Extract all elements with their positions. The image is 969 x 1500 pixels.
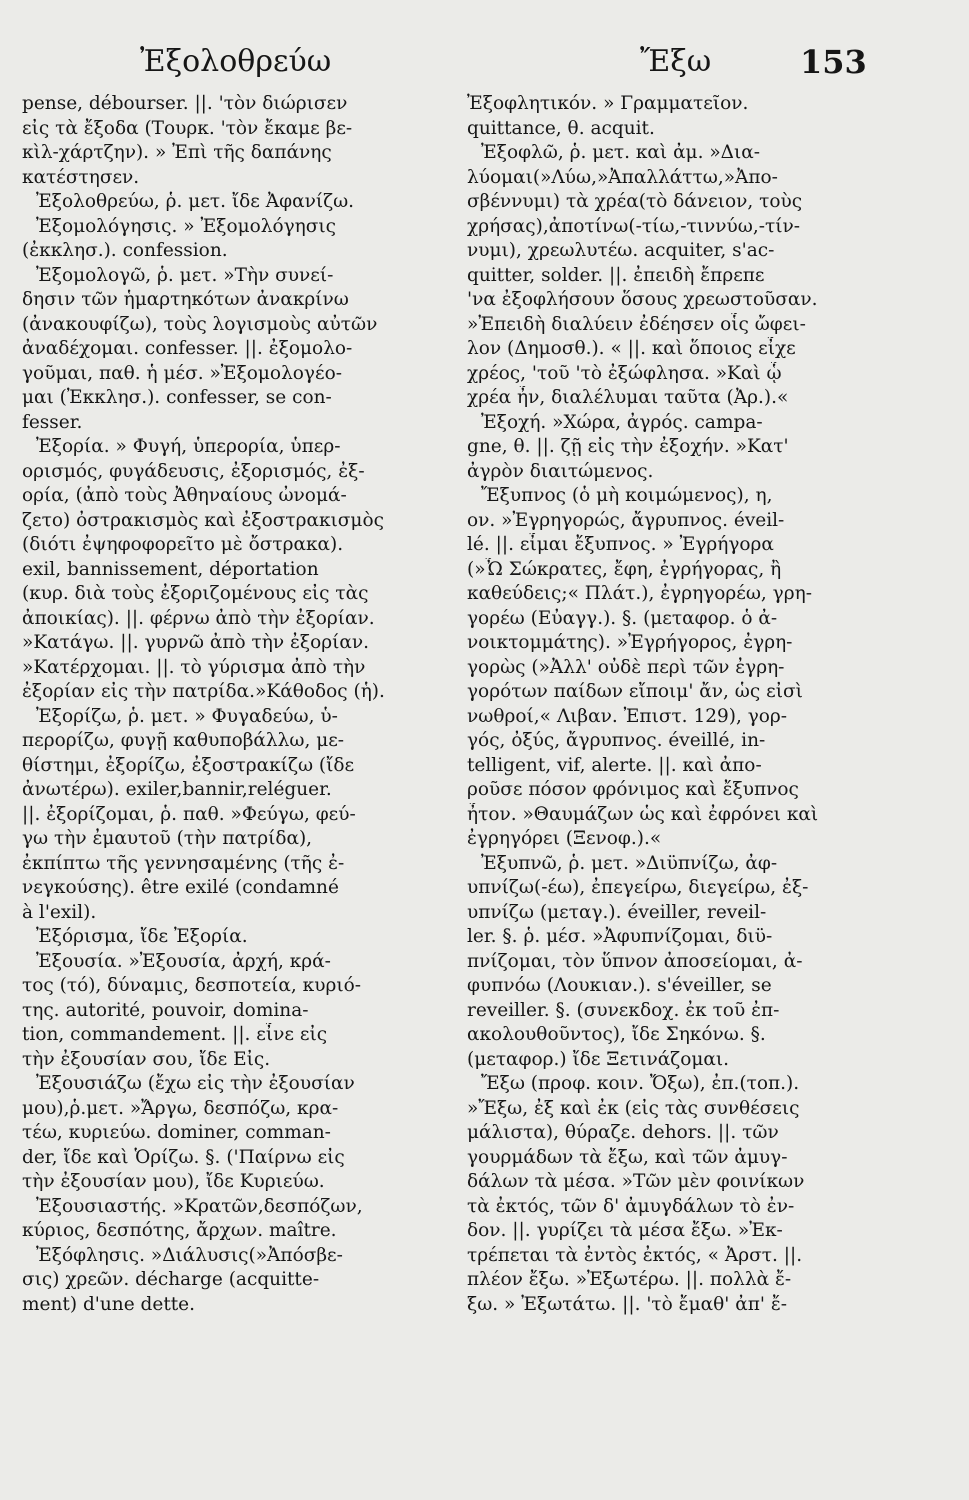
text-line: ἐκπίπτω τῆς γεννησαμένης (τῆς ἐ-	[22, 852, 345, 874]
text-line: χρέος, 'τοῦ 'τὸ ἐξώφλησα. »Καὶ ᾧ	[467, 362, 782, 384]
text-line: reveiller. §. (συνεκδοχ. ἐκ τοῦ ἐπ-	[467, 999, 780, 1021]
text-line: ler. §. ῥ. μέσ. »Ἀφυπνίζομαι, διϋ-	[467, 926, 773, 947]
text-line: μαι (Ἐκκλησ.). confesser, se con-	[22, 387, 332, 408]
text-line: »Ἔξω, ἐξ καὶ ἐκ (εἰς τὰς συνθέσεις	[467, 1097, 800, 1119]
text-line: πλέον ἔξω. »Ἐξωτέρω. ||. πολλὰ ἔ-	[467, 1269, 792, 1290]
text-line: περορίζω, φυγῇ καθυποβάλλω, με-	[22, 730, 345, 751]
text-line: gne, θ. ||. ζῇ εἰς τὴν ἐξοχήν. »Κατ'	[467, 436, 789, 457]
text-line: Ἐξουσιαστής. »Κρατῶν,δεσπόζων,	[36, 1195, 363, 1217]
text-line: λον (Δημοσθ.). « ||. καὶ ὅποιος εἶχε	[467, 338, 796, 359]
text-line: θίστημι, ἐξορίζω, ἐξοστρακίζω (ἴδε	[22, 754, 355, 776]
text-line: (»Ὦ Σώκρατες, ἔφη, ἐγρήγορας, ἢ	[467, 558, 782, 580]
text-line: ἀνωτέρω). exiler,bannir,reléguer.	[22, 779, 332, 800]
text-line: νωθροί,« Λιβαν. Ἐπιστ. 129), γορ-	[467, 705, 788, 727]
text-line: της. autorité, pouvoir, domina-	[22, 999, 309, 1021]
text-line: τρέπεται τὰ ἐντὸς ἐκτός, « Ἀρστ. ||.	[467, 1244, 803, 1266]
text-line: σις) χρεῶν. décharge (acquitte-	[22, 1269, 320, 1290]
text-line: der, ἴδε καὶ Ὁρίζω. §. ('Παίρνω εἰς	[22, 1146, 345, 1168]
text-line: κύριος, δεσπότης, ἄρχων. maître.	[22, 1220, 337, 1241]
text-line: δον. ||. γυρίζει τὰ μέσα ἔξω. »Ἐκ-	[467, 1220, 783, 1241]
text-line: γός, ὀξύς, ἄγρυπνος. éveillé, in-	[467, 730, 766, 751]
text-line: Ἐξομολογῶ, ῥ. μετ. »Τὴν συνεί-	[36, 264, 334, 286]
text-line: ροῦσε πόσον φρόνιμος καὶ ἔξυπνος	[467, 779, 799, 800]
text-line: (ἀνακουφίζω), τοὺς λογισμοὺς αὐτῶν	[22, 313, 378, 335]
right-column	[467, 92, 857, 1317]
text-line: ἀποικίας). ||. φέρνω ἀπὸ τὴν ἐξορίαν.	[22, 607, 375, 629]
text-line: κὶλ-χάρτζην). » Ἐπὶ τῆς δαπάνης	[22, 142, 332, 163]
text-line: »Ἐπειδὴ διαλύειν ἐδέησεν οἷς ὤφει-	[467, 313, 806, 335]
text-line: λύομαι(»Λύω,»Ἀπαλλάττω,»Ἀπο-	[467, 166, 778, 188]
text-line: δησιν τῶν ἡμαρτηκότων ἀνακρίνω	[22, 289, 349, 310]
text-line: ορία, (ἀπὸ τοὺς Ἀθηναίους ὠνομά-	[22, 485, 347, 506]
text-line: (μεταφορ.) ἴδε Ξετινάζομαι.	[467, 1048, 729, 1070]
text-line: γορὼς (»Ἀλλ' οὐδὲ περὶ τῶν ἐγρη-	[467, 656, 785, 678]
text-line: »Κατάγω. ||. γυρνῶ ἀπὸ τὴν ἐξορίαν.	[22, 632, 370, 653]
running-head-right: Ἔξω	[640, 44, 712, 79]
text-line: τὴν ἐξουσίαν σου, ἴδε Εἰς.	[22, 1048, 271, 1070]
text-line: Ἐξόρισμα, ἴδε Ἐξορία.	[36, 926, 248, 947]
text-line: pense, débourser. ||. 'τὸν διώρισεν	[22, 93, 348, 114]
text-line: σβέννυμι) τὰ χρέα(τὸ δάνειον, τοὺς	[467, 191, 803, 212]
text-line: Ἐξοφλῶ, ῥ. μετ. καὶ ἀμ. »Δια-	[481, 142, 761, 163]
text-line: μάλιστα), θύραζε. dehors. ||. τῶν	[467, 1122, 779, 1143]
text-line: Ἐξόφλησις. »Διάλυσις(»Ἀπόσβε-	[36, 1244, 343, 1266]
text-line: νεγκούσης). être exilé (condamné	[22, 877, 339, 898]
text-line: ορισμός, φυγάδευσις, ἐξορισμός, ἐξ-	[22, 460, 365, 482]
text-line: 'να ἐξοφλήσουν ὅσους χρεωστοῦσαν.	[467, 289, 818, 310]
text-line: Ἐξουσία. »Ἐξουσία, ἀρχή, κρά-	[36, 950, 331, 972]
text-line: γουρμάδων τὰ ἔξω, καὶ τῶν ἀμυγ-	[467, 1146, 788, 1168]
text-line: γορέω (Εὐαγγ.). §. (μεταφορ. ὁ ἀ-	[467, 607, 778, 629]
text-line: ἀγρὸν διαιτώμενος.	[467, 460, 654, 482]
text-line: quitter, solder. ||. ἐπειδὴ ἔπρεπε	[467, 264, 765, 286]
text-line: ἦτον. »Θαυμάζων ὡς καὶ ἐφρόνει καὶ	[467, 803, 819, 825]
text-line: ἀναδέχομαι. confesser. ||. ἐξομολο-	[22, 338, 353, 359]
text-line: Ἐξυπνῶ, ῥ. μετ. »Διϋπνίζω, ἀφ-	[481, 852, 778, 874]
text-line: γω τὴν ἐμαυτοῦ (τὴν πατρίδα),	[22, 828, 313, 849]
text-line: exil, bannissement, déportation	[22, 558, 319, 580]
left-column	[22, 92, 432, 1317]
text-line: (διότι ἐψηφοφορεῖτο μὲ ὄστρακα).	[22, 534, 344, 555]
text-line: Ἔξυπνος (ὁ μὴ κοιμώμενος), η,	[481, 485, 773, 506]
text-line: ζετο) ὀστρακισμὸς καὶ ἐξοστρακισμὸς	[22, 509, 384, 531]
text-line: μου),ῥ.μετ. »Ἄργω, δεσπόζω, κρα-	[22, 1097, 339, 1119]
text-line: ακολουθοῦντος), ἴδε Σηκόνω. §.	[467, 1024, 766, 1045]
text-line: χρήσας),ἀποτίνω(-τίω,-τιννύω,-τίν-	[467, 215, 800, 237]
text-line: telligent, vif, alerte. ||. καὶ ἀπο-	[467, 754, 762, 776]
text-line: Ἐξολοθρεύω, ῥ. μετ. ἴδε Ἀφανίζω.	[36, 191, 355, 212]
page-number: 153	[800, 43, 867, 81]
text-line: tion, commandement. ||. εἶνε εἰς	[22, 1024, 328, 1045]
text-line: (ἐκκλησ.). confession.	[22, 240, 228, 261]
text-line: Ἐξομολόγησις. » Ἐξομολόγησις	[36, 215, 336, 237]
text-line: τὰ ἐκτός, τῶν δ' ἀμυγδάλων τὸ ἐν-	[467, 1195, 795, 1217]
text-line: καθεύδεις;« Πλάτ.), ἐγρηγορέω, γρη-	[467, 583, 812, 604]
text-line: Ἔξω (προφ. κοιν. Ὄξω), ἐπ.(τοπ.).	[481, 1073, 800, 1094]
text-line: (κυρ. διὰ τοὺς ἐξοριζομένους εἰς τὰς	[22, 583, 369, 604]
text-line: νοικτομμάτης). »Ἐγρήγορος, ἐγρη-	[467, 632, 793, 653]
text-line: υπνίζω(-έω), ἐπεγείρω, διεγείρω, ἐξ-	[467, 877, 809, 898]
text-line: εἰς τὰ ἔξοδα (Τουρκ. 'τὸν ἔκαμε βε-	[22, 117, 353, 139]
text-line: δάλων τὰ μέσα. »Τῶν μὲν φοινίκων	[467, 1171, 805, 1192]
text-line: Ἐξουσιάζω (ἔχω εἰς τὴν ἐξουσίαν	[36, 1073, 355, 1094]
text-line: υπνίζω (μεταγ.). éveiller, reveil-	[467, 901, 767, 923]
text-line: ον. »Ἐγρηγορώς, ἄγρυπνος. éveil-	[467, 509, 785, 531]
text-line: γοῦμαι, παθ. ἡ μέσ. »Ἐξομολογέο-	[22, 362, 342, 384]
text-line: γορότων παίδων εἴποιμ' ἄν, ὡς εἰσὶ	[467, 681, 803, 702]
text-line: πνίζομαι, τὸν ὕπνον ἀποσείομαι, ἀ-	[467, 950, 803, 972]
text-line: Ἐξορία. » Φυγή, ὑπερορία, ὑπερ-	[36, 436, 341, 457]
text-line: Ἐξορίζω, ῥ. μετ. » Φυγαδεύω, ὑ-	[36, 705, 338, 727]
text-line: à l'exil).	[22, 901, 97, 923]
text-line: ment) d'une dette.	[22, 1293, 196, 1315]
text-line: νυμι), χρεωλυτέω. acquiter, s'ac-	[467, 240, 775, 261]
text-line: φυπνόω (Λουκιαν.). s'éveiller, se	[467, 975, 772, 996]
text-line: κατέστησεν.	[22, 166, 140, 188]
text-line: fesser.	[22, 411, 83, 433]
text-line: τέω, κυριεύω. dominer, comman-	[22, 1122, 331, 1143]
text-line: Ἐξοφλητικόν. » Γραμματεῖον.	[467, 93, 749, 114]
text-line: χρέα ἦν, διαλέλυμαι ταῦτα (Ἀρ.).«	[467, 387, 789, 408]
text-line: τος (τό), δύναμις, δεσποτεία, κυριό-	[22, 975, 362, 996]
text-line: »Κατέρχομαι. ||. τὸ γύρισμα ἀπὸ τὴν	[22, 656, 366, 678]
text-line: ἐγρηγόρει (Ξενοφ.).«	[467, 828, 662, 849]
text-line: lé. ||. εἶμαι ἔξυπνος. » Ἐγρήγορα	[467, 534, 774, 555]
text-line: ἐξορίαν εἰς τὴν πατρίδα.»Κάθοδος (ἡ).	[22, 681, 385, 702]
text-line: quittance, θ. acquit.	[467, 117, 655, 139]
text-line: Ἐξοχή. »Χώρα, ἀγρός. campa-	[481, 411, 763, 433]
text-line: τὴν ἐξουσίαν μου), ἴδε Κυριεύω.	[22, 1171, 325, 1192]
running-head-left: Ἐξολοθρεύω	[140, 44, 332, 79]
text-line: ξω. » Ἐξωτάτω. ||. 'τὸ ἔμαθ' ἀπ' ἔ-	[467, 1293, 788, 1315]
text-line: ||. ἐξορίζομαι, ῥ. παθ. »Φεύγω, φεύ-	[22, 803, 356, 825]
